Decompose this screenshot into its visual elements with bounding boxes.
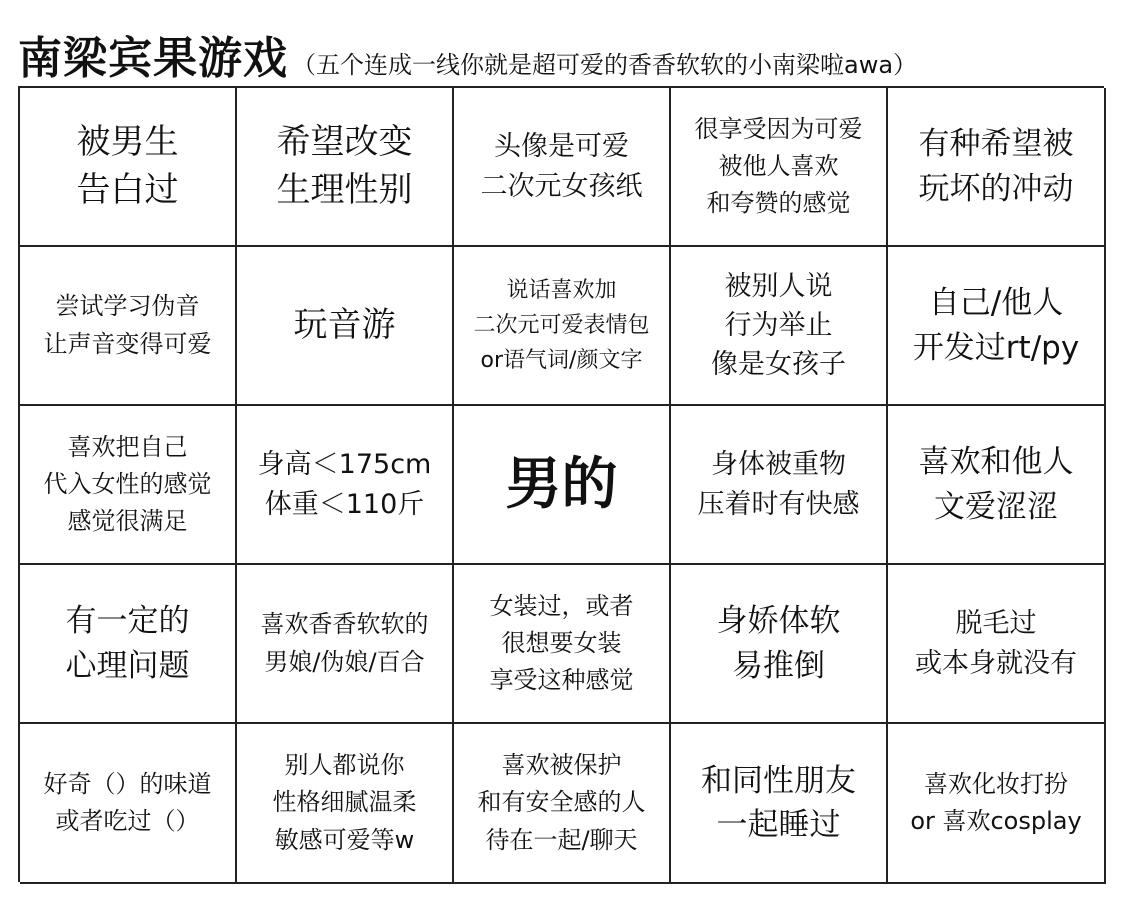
bingo-cell[interactable]	[671, 565, 888, 724]
bingo-cell[interactable]	[454, 724, 671, 884]
bingo-cell-line: 喜欢把自己	[67, 432, 188, 461]
bingo-cell-line: 头像是可爱	[494, 131, 629, 163]
bingo-cell[interactable]	[888, 247, 1106, 406]
bingo-cell[interactable]	[888, 565, 1106, 724]
bingo-cell-line: 别人都说你	[284, 751, 405, 780]
bingo-cell-line: 告白过	[76, 169, 179, 210]
bingo-cell-line: 喜欢被保护	[501, 751, 622, 780]
bingo-cell-text	[478, 747, 646, 859]
bingo-cell[interactable]	[237, 247, 454, 406]
bingo-cell-line: or语气词/颜文字	[480, 348, 643, 374]
bingo-cell-text	[717, 599, 841, 687]
bingo-cell[interactable]	[20, 406, 237, 565]
bingo-cell[interactable]	[20, 88, 237, 247]
bingo-cell[interactable]	[454, 88, 671, 247]
bingo-cell-line: 自己/他人	[928, 285, 1064, 322]
bingo-cell[interactable]	[671, 406, 888, 565]
bingo-cell-text	[473, 273, 649, 379]
bingo-cell-text	[44, 766, 212, 840]
bingo-cell-line: 或者吃过（）	[55, 807, 200, 835]
bingo-cell-text	[44, 288, 212, 362]
bingo-cell-line: 享受这种感觉	[489, 666, 634, 695]
bingo-cell-line: 和同性朋友	[701, 762, 856, 799]
bingo-cell-line: 很想要女装	[501, 628, 622, 657]
bingo-cell-text	[481, 127, 643, 205]
bingo-cell-line: 一起睡过	[716, 807, 841, 843]
bingo-cell-line: 喜欢和他人	[918, 444, 1074, 481]
bingo-cell-text	[701, 759, 856, 847]
bingo-title: 南梁宾果游戏	[18, 33, 288, 84]
bingo-cell[interactable]	[237, 724, 454, 884]
bingo-cell-line: 和有安全感的人	[477, 788, 646, 817]
bingo-cell-line: 开发过rt/py	[912, 329, 1080, 366]
bingo-cell-line: 生理性别	[276, 169, 413, 210]
bingo-cell-line: 脱毛过	[955, 608, 1037, 640]
bingo-cell-line: 男娘/伪娘/百合	[264, 647, 425, 676]
bingo-cell-text	[77, 119, 179, 214]
bingo-cell-line: 体重＜110斤	[264, 488, 425, 520]
bingo-cell-line: 被男生	[76, 121, 179, 162]
bingo-subtitle: （五个连成一线你就是超可爱的香香软软的小南梁啦awa）	[292, 51, 918, 79]
bingo-cell-text	[915, 604, 1077, 682]
bingo-cell[interactable]	[888, 724, 1106, 884]
bingo-cell-line: 有种希望被	[918, 126, 1074, 163]
bingo-cell-line: 女装过，或者	[489, 591, 634, 620]
bingo-cell-line: 二次元女孩纸	[480, 170, 643, 202]
bingo-cell-line: 文爱涩涩	[934, 488, 1058, 525]
bingo-cell[interactable]	[671, 247, 888, 406]
bingo-cell-line: 心理问题	[65, 647, 190, 684]
bingo-cell-line: 有一定的	[65, 603, 190, 640]
bingo-cell-line: 身娇体软	[716, 603, 841, 640]
bingo-cell-text	[258, 445, 432, 523]
bingo-cell[interactable]	[454, 247, 671, 406]
bingo-cell-text	[490, 588, 634, 700]
bingo-header	[18, 22, 1108, 88]
bingo-cell-text	[919, 440, 1074, 528]
bingo-cell-line: 和夸赞的感觉	[706, 189, 851, 218]
bingo-cell-line: 被他人喜欢	[718, 151, 839, 180]
bingo-cell-line: 被别人说	[724, 270, 833, 302]
bingo-cell-line: 感觉很满足	[67, 507, 188, 536]
bingo-cell[interactable]	[237, 406, 454, 565]
bingo-cell-line: 希望改变	[276, 121, 413, 162]
bingo-cell-line: or 喜欢cosplay	[910, 807, 1082, 835]
bingo-cell-line: 或本身就没有	[915, 647, 1077, 679]
bingo-cell-line: 待在一起/聊天	[485, 825, 638, 854]
bingo-cell-text	[913, 281, 1079, 369]
bingo-cell-text	[277, 119, 413, 214]
bingo-cell[interactable]	[20, 565, 237, 724]
bingo-cell-line: 压着时有快感	[697, 488, 860, 520]
bingo-cell-line: 男的	[505, 451, 618, 517]
bingo-cell-text	[273, 747, 417, 859]
bingo-cell-text	[66, 599, 190, 687]
bingo-grid	[18, 86, 1104, 882]
bingo-cell-line: 玩音游	[293, 304, 396, 345]
bingo-cell-line: 二次元可爱表情包	[473, 312, 650, 338]
bingo-cell-line: 性格细腻温柔	[272, 788, 417, 817]
bingo-cell[interactable]	[671, 724, 888, 884]
bingo-cell-line: 敏感可爱等w	[274, 825, 415, 854]
bingo-cell[interactable]	[237, 565, 454, 724]
bingo-cell-text	[505, 451, 618, 517]
bingo-cell-line: 行为举止	[724, 309, 833, 341]
bingo-cell-text	[711, 267, 846, 384]
bingo-cell-line: 说话喜欢加	[506, 277, 617, 303]
bingo-cell[interactable]	[888, 406, 1106, 565]
bingo-cell-text	[698, 445, 860, 523]
bingo-cell[interactable]	[454, 565, 671, 724]
bingo-cell[interactable]	[671, 88, 888, 247]
bingo-cell-text	[910, 766, 1081, 840]
bingo-cell-line: 身高＜175cm	[257, 449, 432, 481]
bingo-cell-line: 尝试学习伪音	[55, 292, 200, 321]
bingo-cell-text	[261, 606, 429, 680]
bingo-cell-line: 玩坏的冲动	[918, 170, 1074, 207]
bingo-cell-line: 像是女孩子	[711, 349, 846, 381]
bingo-cell-text	[294, 302, 396, 350]
bingo-cell[interactable]	[20, 724, 237, 884]
bingo-cell[interactable]	[888, 88, 1106, 247]
bingo-cell-line: 易推倒	[732, 647, 825, 684]
bingo-cell-line: 让声音变得可爱	[43, 329, 212, 358]
bingo-cell-text	[919, 122, 1074, 210]
bingo-cell[interactable]	[20, 247, 237, 406]
bingo-cell-line: 很享受因为可爱	[694, 114, 863, 143]
bingo-cell-text	[695, 111, 863, 223]
bingo-cell-line: 喜欢化妆打扮	[924, 769, 1068, 798]
bingo-cell-text	[44, 429, 212, 541]
bingo-cell[interactable]	[237, 88, 454, 247]
bingo-cell[interactable]	[454, 406, 671, 565]
bingo-cell-line: 身体被重物	[711, 449, 846, 481]
bingo-cell-line: 好奇（）的味道	[43, 769, 212, 798]
bingo-cell-line: 喜欢香香软软的	[260, 610, 429, 639]
bingo-cell-line: 代入女性的感觉	[43, 469, 212, 498]
